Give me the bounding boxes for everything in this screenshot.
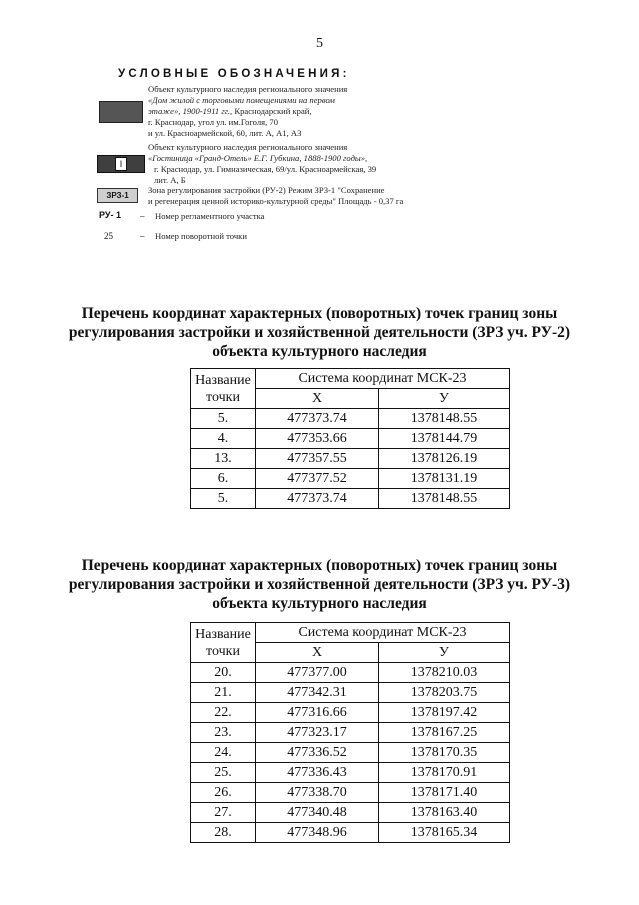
dash: – — [140, 211, 145, 221]
header-text: Название — [195, 372, 251, 388]
x-value: 477373.74 — [256, 409, 379, 429]
legend-text: этаже», 1900-1911 гг., — [148, 106, 233, 116]
x-value: 477342.31 — [256, 683, 379, 703]
y-value: 1378148.55 — [379, 489, 510, 509]
table-row — [191, 783, 510, 803]
table-row — [191, 803, 510, 823]
cultural-heritage-object-symbol — [99, 101, 143, 123]
table-row — [191, 823, 510, 843]
table-row — [191, 663, 510, 683]
y-value: 1378167.25 — [379, 723, 510, 743]
title-line: объекта культурного наследия — [212, 343, 427, 360]
legend-item-heritage-object-2 — [148, 142, 376, 186]
title-line: объекта культурного наследия — [212, 595, 427, 612]
object-number: I — [115, 157, 127, 171]
x-value: 477336.52 — [256, 743, 379, 763]
x-value: 477338.70 — [256, 783, 379, 803]
y-value: 1378170.91 — [379, 763, 510, 783]
legend-item-zone — [148, 185, 403, 207]
y-value: 1378148.55 — [379, 409, 510, 429]
legend-text: и регенерация ценной историко-культурной среды" Площадь - 0,37 га — [148, 196, 404, 206]
y-value: 1378197.42 — [379, 703, 510, 723]
coordinates-table-ru3 — [190, 622, 510, 843]
header-y: У — [379, 643, 510, 663]
point-name: 13. — [191, 449, 256, 469]
x-value: 477348.96 — [256, 823, 379, 843]
table-row — [191, 449, 510, 469]
x-value: 477377.52 — [256, 469, 379, 489]
header-y: У — [379, 389, 510, 409]
table-row — [191, 763, 510, 783]
table-row — [191, 683, 510, 703]
title-line: регулирования застройки и хозяйственной деятельности (ЗРЗ уч. РУ-2) — [68, 324, 571, 341]
header-coordinate-system: Система координат МСК-23 — [256, 369, 510, 389]
table-row — [191, 489, 510, 509]
legend-item-plot-number: Номер регламентного участка — [155, 211, 265, 221]
y-value: 1378144.79 — [379, 429, 510, 449]
x-value: 477353.66 — [256, 429, 379, 449]
legend-item-turning-point: Номер поворотной точки — [155, 231, 247, 241]
point-name: 24. — [191, 743, 256, 763]
point-name: 5. — [191, 409, 256, 429]
dash: – — [140, 231, 145, 241]
header-text: точки — [206, 643, 240, 659]
header-point-name — [191, 623, 256, 663]
legend-text: Краснодарский край, — [232, 106, 312, 116]
legend-text: г. Краснодар, угол ул. им.Гоголя, 70 — [148, 117, 278, 127]
coordinates-table-ru2 — [190, 368, 510, 509]
point-name: 27. — [191, 803, 256, 823]
zone-symbol: ЗРЗ-1 — [97, 188, 138, 203]
y-value: 1378170.35 — [379, 743, 510, 763]
legend-text: «Гостиница «Гранд-Отель» Е.Г. Губкина, 1888-1900 годы», — [148, 153, 368, 163]
x-value: 477340.48 — [256, 803, 379, 823]
x-value: 477357.55 — [256, 449, 379, 469]
legend-item-heritage-object-1 — [148, 84, 347, 139]
point-name: 5. — [191, 489, 256, 509]
y-value: 1378210.03 — [379, 663, 510, 683]
header-coordinate-system: Система координат МСК-23 — [256, 623, 510, 643]
point-name: 6. — [191, 469, 256, 489]
title-line: Перечень координат характерных (поворотных) точек границ зоны — [81, 557, 558, 574]
legend-text: Объект культурного наследия регионального значения — [148, 84, 348, 94]
legend-title: УСЛОВНЫЕ ОБОЗНАЧЕНИЯ: — [118, 68, 350, 80]
point-name: 4. — [191, 429, 256, 449]
table-row — [191, 409, 510, 429]
section-title-ru3 — [0, 556, 639, 613]
y-value: 1378163.40 — [379, 803, 510, 823]
table-row — [191, 743, 510, 763]
page-number: 5 — [316, 36, 323, 51]
point-name: 20. — [191, 663, 256, 683]
y-value: 1378126.19 — [379, 449, 510, 469]
title-line: регулирования застройки и хозяйственной деятельности (ЗРЗ уч. РУ-3) — [68, 576, 571, 593]
header-x: Х — [256, 389, 379, 409]
header-point-name — [191, 369, 256, 409]
hotel-object-symbol — [97, 155, 145, 173]
y-value: 1378203.75 — [379, 683, 510, 703]
legend-text: Зона регулирования застройки (РУ-2) Режим ЗРЗ-1 "Сохранение — [148, 185, 385, 195]
x-value: 477377.00 — [256, 663, 379, 683]
plot-number-symbol: РУ- 1 — [99, 210, 121, 220]
x-value: 477373.74 — [256, 489, 379, 509]
title-line: Перечень координат характерных (поворотных) точек границ зоны — [81, 305, 558, 322]
x-value: 477316.66 — [256, 703, 379, 723]
section-title-ru2 — [0, 304, 639, 361]
legend-text: г. Краснодар, ул. Гимназическая, 69/ул. Красноармейская, 39 — [154, 164, 377, 174]
point-name: 28. — [191, 823, 256, 843]
x-value: 477336.43 — [256, 763, 379, 783]
point-name: 23. — [191, 723, 256, 743]
table-row — [191, 429, 510, 449]
point-name: 21. — [191, 683, 256, 703]
point-name: 22. — [191, 703, 256, 723]
table-row — [191, 469, 510, 489]
y-value: 1378131.19 — [379, 469, 510, 489]
legend-text: лит. А, Б — [154, 175, 186, 185]
legend-text: и ул. Красноармейской, 60, лит. А, А1, А3 — [148, 128, 302, 138]
y-value: 1378171.40 — [379, 783, 510, 803]
point-name: 26. — [191, 783, 256, 803]
turning-point-symbol: 25 — [104, 231, 113, 241]
header-text: Название — [195, 626, 251, 642]
table-row — [191, 703, 510, 723]
header-x: Х — [256, 643, 379, 663]
legend-text: Объект культурного наследия регионального значения — [148, 142, 348, 152]
legend-text: «Дом жилой с торговыми помещениями на первом — [148, 95, 335, 105]
header-text: точки — [206, 389, 240, 405]
point-name: 25. — [191, 763, 256, 783]
x-value: 477323.17 — [256, 723, 379, 743]
table-row — [191, 723, 510, 743]
y-value: 1378165.34 — [379, 823, 510, 843]
